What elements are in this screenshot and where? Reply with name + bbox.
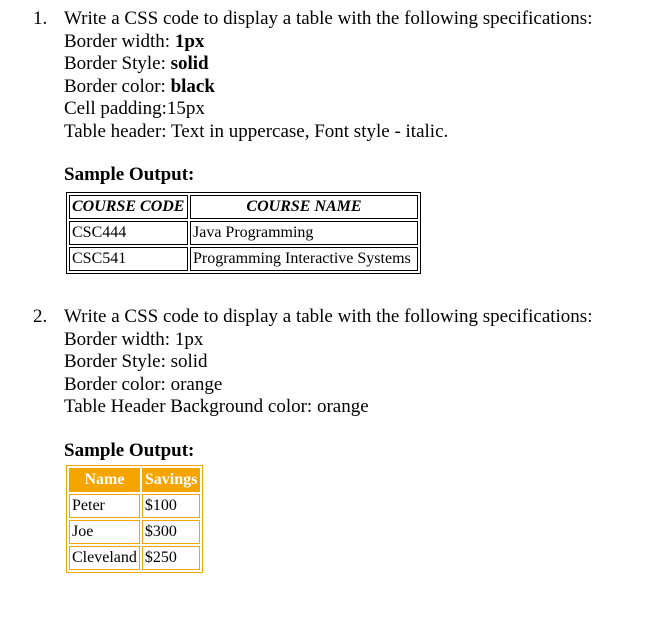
table-cell: Joe	[69, 520, 140, 544]
question-2-text	[64, 306, 592, 419]
sample-table-2	[66, 465, 203, 573]
table-cell: $100	[142, 494, 200, 518]
table-cell: $300	[142, 520, 200, 544]
spec-border-style: Border Style: solid	[64, 351, 208, 372]
sample-output-2-label: Sample Output:	[64, 440, 195, 461]
table-header-row	[69, 468, 200, 492]
table-cell: Peter	[69, 494, 140, 518]
question-1-intro: Write a CSS code to display a table with the following specifications:	[64, 8, 593, 29]
table-row	[69, 494, 200, 518]
table-header-cell: COURSE NAME	[190, 195, 418, 219]
question-1-text	[64, 8, 592, 143]
table-cell: Programming Interactive Systems	[190, 247, 418, 271]
spec-border-color: Border color: black	[64, 75, 215, 97]
sample-output-1-label: Sample Output:	[64, 164, 195, 185]
table-row	[69, 546, 200, 570]
table-header-cell: Name	[69, 468, 140, 492]
table-cell: CSC541	[69, 247, 188, 271]
table-row	[69, 221, 418, 245]
table-cell: Java Programming	[190, 221, 418, 245]
table-cell: Cleveland	[69, 546, 140, 570]
table-cell: CSC444	[69, 221, 188, 245]
spec-border-width: Border width: 1px	[64, 30, 205, 52]
spec-table-header: Table header: Text in uppercase, Font style - italic.	[64, 120, 449, 142]
sample-table-1	[66, 192, 421, 274]
spec-border-width: Border width: 1px	[64, 328, 204, 350]
spec-header-background: Table Header Background color: orange	[64, 396, 369, 417]
table-cell: $250	[142, 546, 200, 570]
table-header-row	[69, 195, 418, 219]
question-2-number: 2.	[33, 306, 48, 327]
table-row	[69, 520, 200, 544]
spec-cell-padding: Cell padding:15px	[64, 98, 205, 119]
spec-border-style: Border Style: solid	[64, 53, 209, 74]
table-header-cell: Savings	[142, 468, 200, 492]
table-header-cell: COURSE CODE	[69, 195, 188, 219]
spec-border-color: Border color: orange	[64, 373, 223, 395]
question-1-number: 1.	[33, 8, 48, 29]
question-2-intro: Write a CSS code to display a table with the following specifications:	[64, 306, 593, 327]
table-row	[69, 247, 418, 271]
